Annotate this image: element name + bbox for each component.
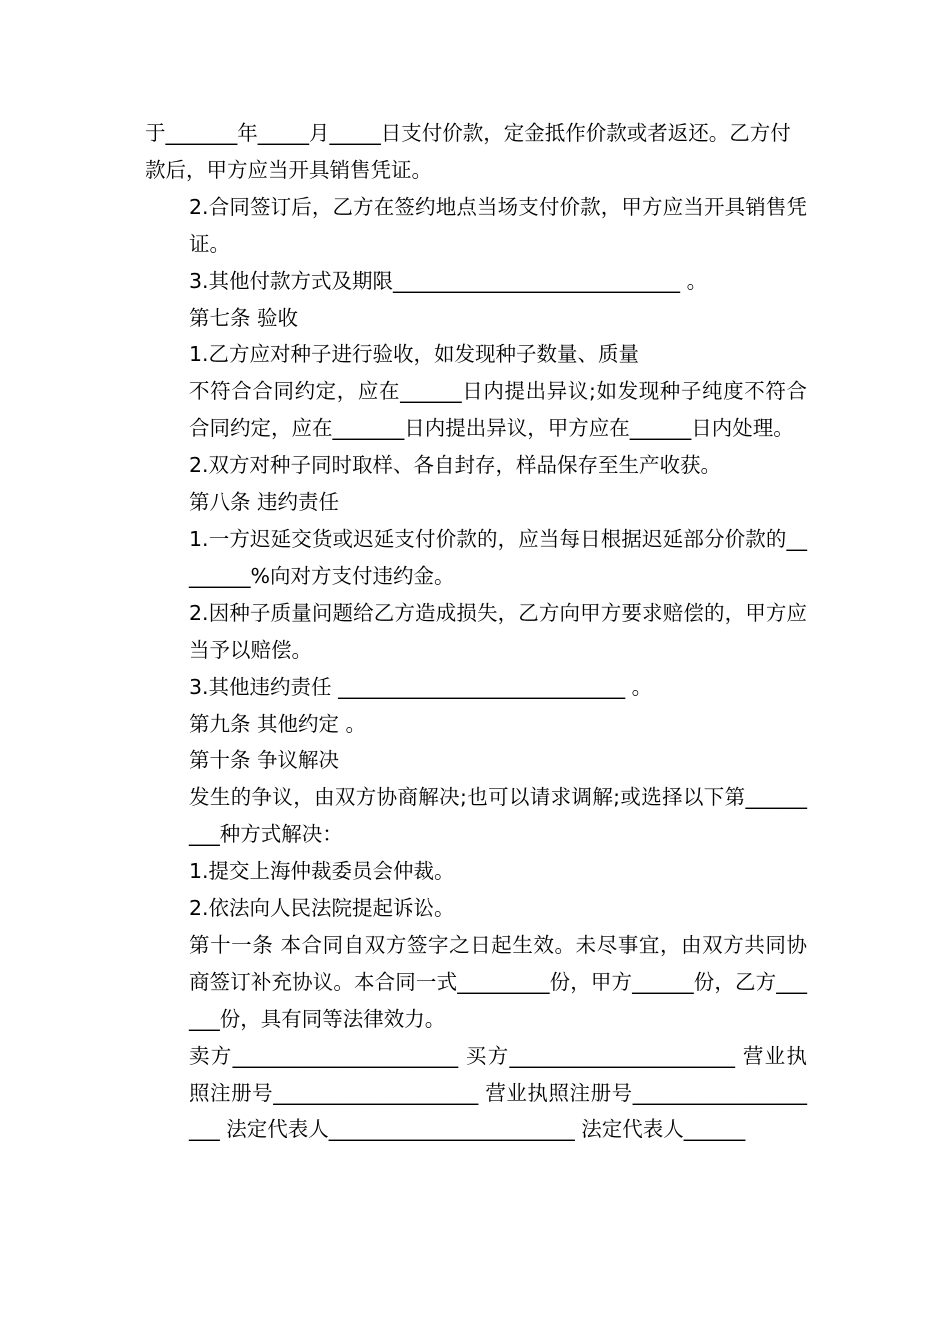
liability-clause-3: 3.其他违约责任 ____________________________ 。 — [189, 674, 653, 699]
inspection-clause-1: 1.乙方应对种子进行验收，如发现种子数量、质量 — [189, 342, 640, 367]
payment-other-paragraph: 3.其他付款方式及期限____________________________ 。 — [189, 268, 708, 293]
inspection-clause-2: 2.双方对种子同时取样、各自封存，样品保存至生产收获。 — [189, 453, 722, 478]
payment-deadline-paragraph: 于_______年_____月_____日支付价款，定金抵作价款或者返还。乙方付款后，甲方应当开具销售凭证。 — [145, 121, 791, 182]
dispute-paragraph: 发生的争议，由双方协商解决;也可以请求调解;或选择以下第_________种方式解决： — [189, 785, 807, 847]
inspection-objection-paragraph: 不符合合同约定，应在______日内提出异议;如发现种子纯度不符合合同约定，应在_______日内提出异议，甲方应在______日内处理。 — [189, 379, 807, 441]
dispute-option-1: 1.提交上海仲裁委员会仲裁。 — [189, 859, 455, 884]
article-9-heading: 第九条 其他约定 。 — [189, 711, 367, 736]
dispute-option-2: 2.依法向人民法院提起诉讼。 — [189, 896, 455, 921]
document-body — [145, 115, 807, 1148]
signature-block: 卖方______________________ 买方______________________ 营业执照注册号____________________ 营业执照注册号____________________ 法定代表人________________________ 法定代表人______ — [189, 1043, 807, 1142]
liability-clause-1: 1.一方迟延交货或迟延支付价款的，应当每日根据迟延部分价款的________%向对方支付违约金。 — [189, 526, 807, 588]
article-11-paragraph: 第十一条 本合同自双方签字之日起生效。未尽事宜，由双方共同协商签订补充协议。本合同一式_________份，甲方______份，乙方______份，具有同等法律效力。 — [189, 932, 807, 1031]
payment-onsite-paragraph: 2.合同签订后，乙方在签约地点当场支付价款，甲方应当开具销售凭证。 — [189, 194, 807, 256]
liability-clause-2: 2.因种子质量问题给乙方造成损失，乙方向甲方要求赔偿的，甲方应当予以赔偿。 — [189, 600, 807, 662]
article-10-heading: 第十条 争议解决 — [189, 748, 340, 773]
article-7-heading: 第七条 验收 — [189, 305, 299, 330]
article-8-heading: 第八条 违约责任 — [189, 490, 340, 515]
